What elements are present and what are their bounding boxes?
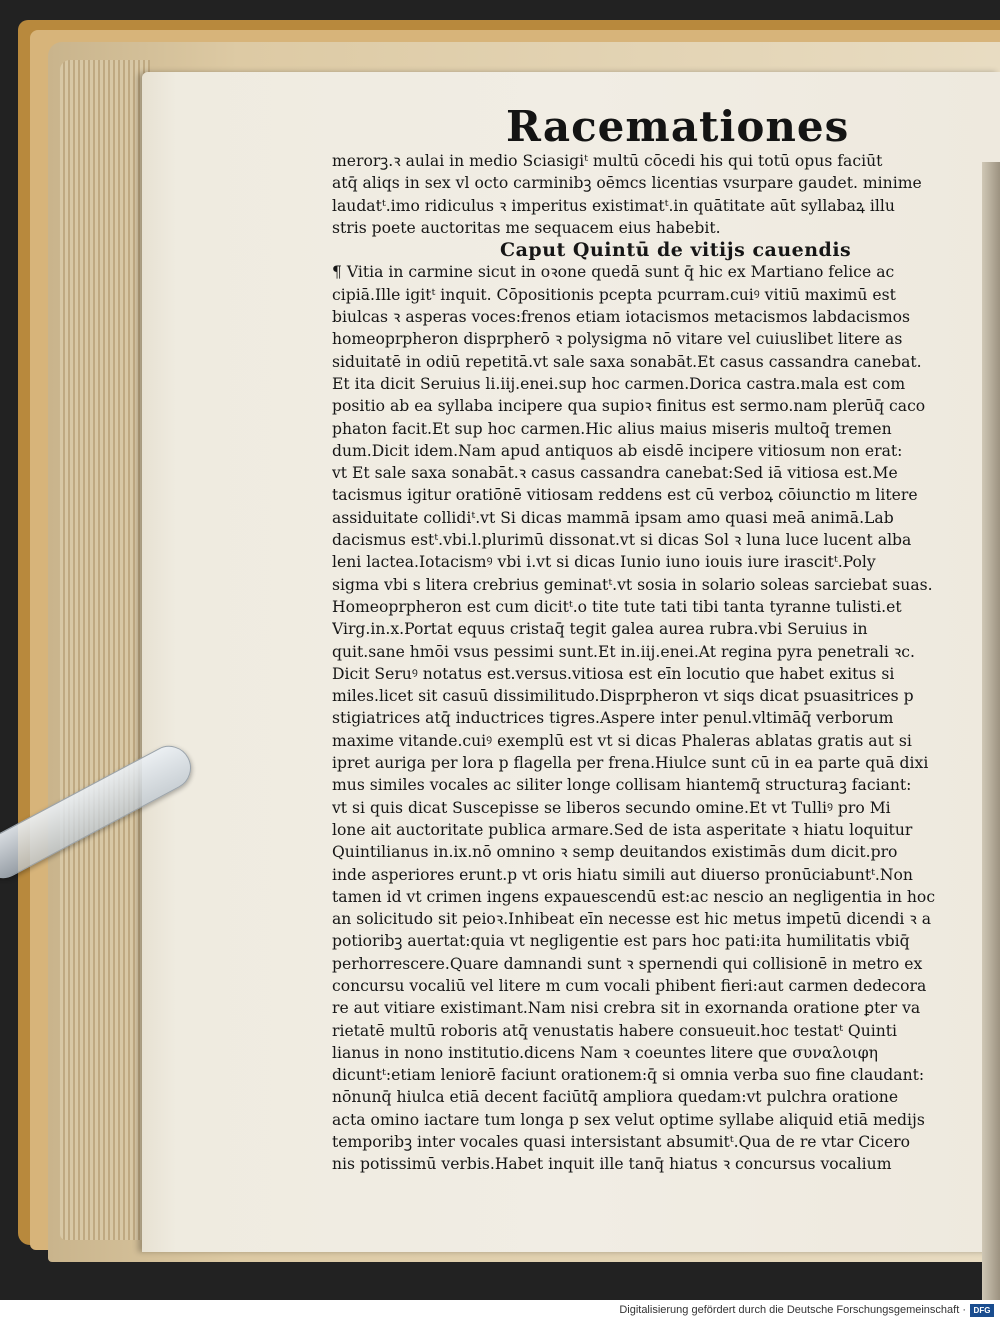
text-line: lianus in nono institutio.dicens Nam ꝛ coeuntes litere que συναλοιφη xyxy=(332,1043,879,1062)
page-header: Racemationes xyxy=(506,102,850,151)
dfg-logo: DFG xyxy=(970,1304,994,1317)
text-line: Et ita dicit Seruius li.iij.enei.sup hoc carmen.Dorica castra.mala est com xyxy=(332,374,906,393)
text-line: leni lactea.Iotacismꝰ vbi i.vt si dicas Iunio iuno iouis iure irascitᵗ.Poly xyxy=(332,553,876,572)
text-line: perhorrescere.Quare damnandi sunt ꝛ spernendi qui collisionē in metro ex xyxy=(332,954,923,973)
text-line: inde asperiores erunt.p vt oris hiatu simili aut diuerso pronūciabuntᵗ.Non xyxy=(332,865,913,884)
text-line: biulcas ꝛ asperas voces:frenos etiam iotacismos metacismos labdacismos xyxy=(332,308,911,327)
text-line: potioribꝫ auertat:quia vt negligentie est pars hoc pati:ita humilitatis vbiq̄ xyxy=(332,932,910,951)
text-line: dicuntᵗ:etiam leniorē faciunt orationem:q̄ si omnia verba suo fine claudant: xyxy=(332,1066,925,1085)
page-text-block xyxy=(332,150,950,1176)
text-line: nis potissimū verbis.Habet inquit ille tanq̄ hiatus ꝛ concursus vocalium xyxy=(332,1155,892,1174)
text-line: atq̄ aliqs in sex vl octo carminibꝫ oēmcs licentias vsurpare gaudet. minime xyxy=(332,174,922,193)
text-line: acta omino iactare tum longa p sex velut optime syllabe aliquid etiā medijs xyxy=(332,1110,925,1129)
text-line: siduitatē in odiū repetitā.vt sale saxa sonabāt.Et casus cassandra canebat. xyxy=(332,352,922,371)
footer-credit: Digitalisierung gefördert durch die Deutsche Forschungsgemeinschaft · xyxy=(619,1304,966,1316)
text-line: mus similes vocales ac siliter longe collisam hiantemq̄ structuraꝫ faciant: xyxy=(332,776,912,795)
text-line: assiduitate collidiᵗ.vt Si dicas mammā ipsam amo quasi meā animā.Lab xyxy=(332,508,894,527)
footer-bar xyxy=(0,1300,1000,1322)
text-line: tamen id vt crimen ingens expauescendū est:ac nescio an negligentia in hoc xyxy=(332,887,936,906)
text-line: temporibꝫ inter vocales quasi intersistant absumitᵗ.Qua de re vtar Cicero xyxy=(332,1133,910,1152)
page-gutter xyxy=(982,162,1000,1300)
text-line: cipiā.Ille igitᵗ inquit. Cōpositionis pcepta pcurram.cuiꝰ vitiū maximū est xyxy=(332,285,896,304)
text-line: ipret auriga per lora p flagella per frena.Hiulce sunt cū in ea parte quā dixi xyxy=(332,754,929,773)
text-line: ¶ Vitia in carmine sicut in oꝛone quedā sunt q̄ hic ex Martiano felice ac xyxy=(332,263,895,282)
text-line: merorꝫ.ꝛ aulai in medio Sciasigiᵗ multū cōcedi his qui totū opus faciūt xyxy=(332,152,883,170)
text-line: dacismus estᵗ.vbi.l.plurimū dissonat.vt si dicas Sol ꝛ luna luce lucent alba xyxy=(332,531,912,550)
text-line: dum.Dicit idem.Nam apud antiquos ab eisdē incipere vitiosum non erat: xyxy=(332,441,903,460)
text-line: phaton facit.Et sup hoc carmen.Hic alius maius miseris multoq̄ tremen xyxy=(332,419,892,438)
text-line: miles.licet sit casuū dissimilitudo.Disprpheron vt siqs dicat psuasitrices p xyxy=(332,687,914,706)
text-line: stris poete auctoritas me sequacem eius habebit. xyxy=(332,218,721,237)
text-line: laudatᵗ.imo ridiculus ꝛ imperitus existimatᵗ.in quātitate aūt syllabaꝝ illu xyxy=(332,196,895,215)
text-line: sigma vbi s litera crebrius geminatᵗ.vt sosia in solario soleas sarciebat suas. xyxy=(332,575,933,594)
text-line: stigiatrices atq̄ inductrices tigres.Aspere inter penul.vltimāq̄ verborum xyxy=(332,709,894,728)
text-line: vt si quis dicat Suscepisse se liberos secundo omine.Et vt Tulliꝰ pro Mi xyxy=(332,798,891,817)
text-line: Homeoprpheron est cum dicitᵗ.o tite tute tati tibi tanta tyranne tulisti.et xyxy=(332,597,902,616)
text-line: Virg.in.x.Portat equus cristaq̄ tegit galea aurea rubra.vbi Seruius in xyxy=(332,620,868,639)
text-line: re aut vitiare existimant.Nam nisi crebra sit in exornanda oratione ꝑter va xyxy=(332,999,921,1018)
text-line: concursu vocaliū vel litere m cum vocali phibent fieri:aut carmen dedecora xyxy=(332,976,927,995)
text-line: maxime vitande.cuiꝰ exemplū est vt si dicas Phaleras ablatas gratis aut si xyxy=(332,731,912,750)
text-line: rietatē multū roboris atq̄ venustatis habere consueuit.hoc testatᵗ Quinti xyxy=(332,1021,898,1040)
text-line: tacismus igitur oratiōnē vitiosam reddens est cū verboꝝ cōiunctio m litere xyxy=(332,486,918,505)
text-line: quit.sane hmōi vsus pessimi sunt.Et in.iij.enei.At regina pyra penetrali ꝛc. xyxy=(332,642,915,661)
text-line: homeoprpheron disprpherō ꝛ polysigma nō vitare vel cuiuslibet litere as xyxy=(332,330,903,349)
text-line: Dicit Seruꝰ notatus est.versus.vitiosa est eīn locutio que habet exitus si xyxy=(332,664,895,683)
text-line: vt Et sale saxa sonabāt.ꝛ casus cassandra canebat:Sed iā vitiosa est.Me xyxy=(332,464,898,483)
text-line: nōnunq̄ hiulca etiā decent faciūtq̄ ampliora quedam:vt pulchra oratione xyxy=(332,1088,899,1107)
page-edges xyxy=(60,60,150,1240)
text-line: an solicitudo sit peioꝛ.Inhibeat eīn necesse est hic metus impetū dicendi ꝛ a xyxy=(332,910,932,929)
chapter-heading: Caput Quintū de vitijs cauendis xyxy=(500,239,852,262)
text-line: Quintilianus in.ix.nō omnino ꝛ semp deuitandos existimās dum dicit.pro xyxy=(332,843,898,862)
text-line: positio ab ea syllaba incipere qua supioꝛ finitus est sermo.nam plerūq̄ caco xyxy=(332,397,926,416)
text-line: lone ait auctoritate publica armare.Sed de ista asperitate ꝛ hiatu loquitur xyxy=(332,820,913,839)
